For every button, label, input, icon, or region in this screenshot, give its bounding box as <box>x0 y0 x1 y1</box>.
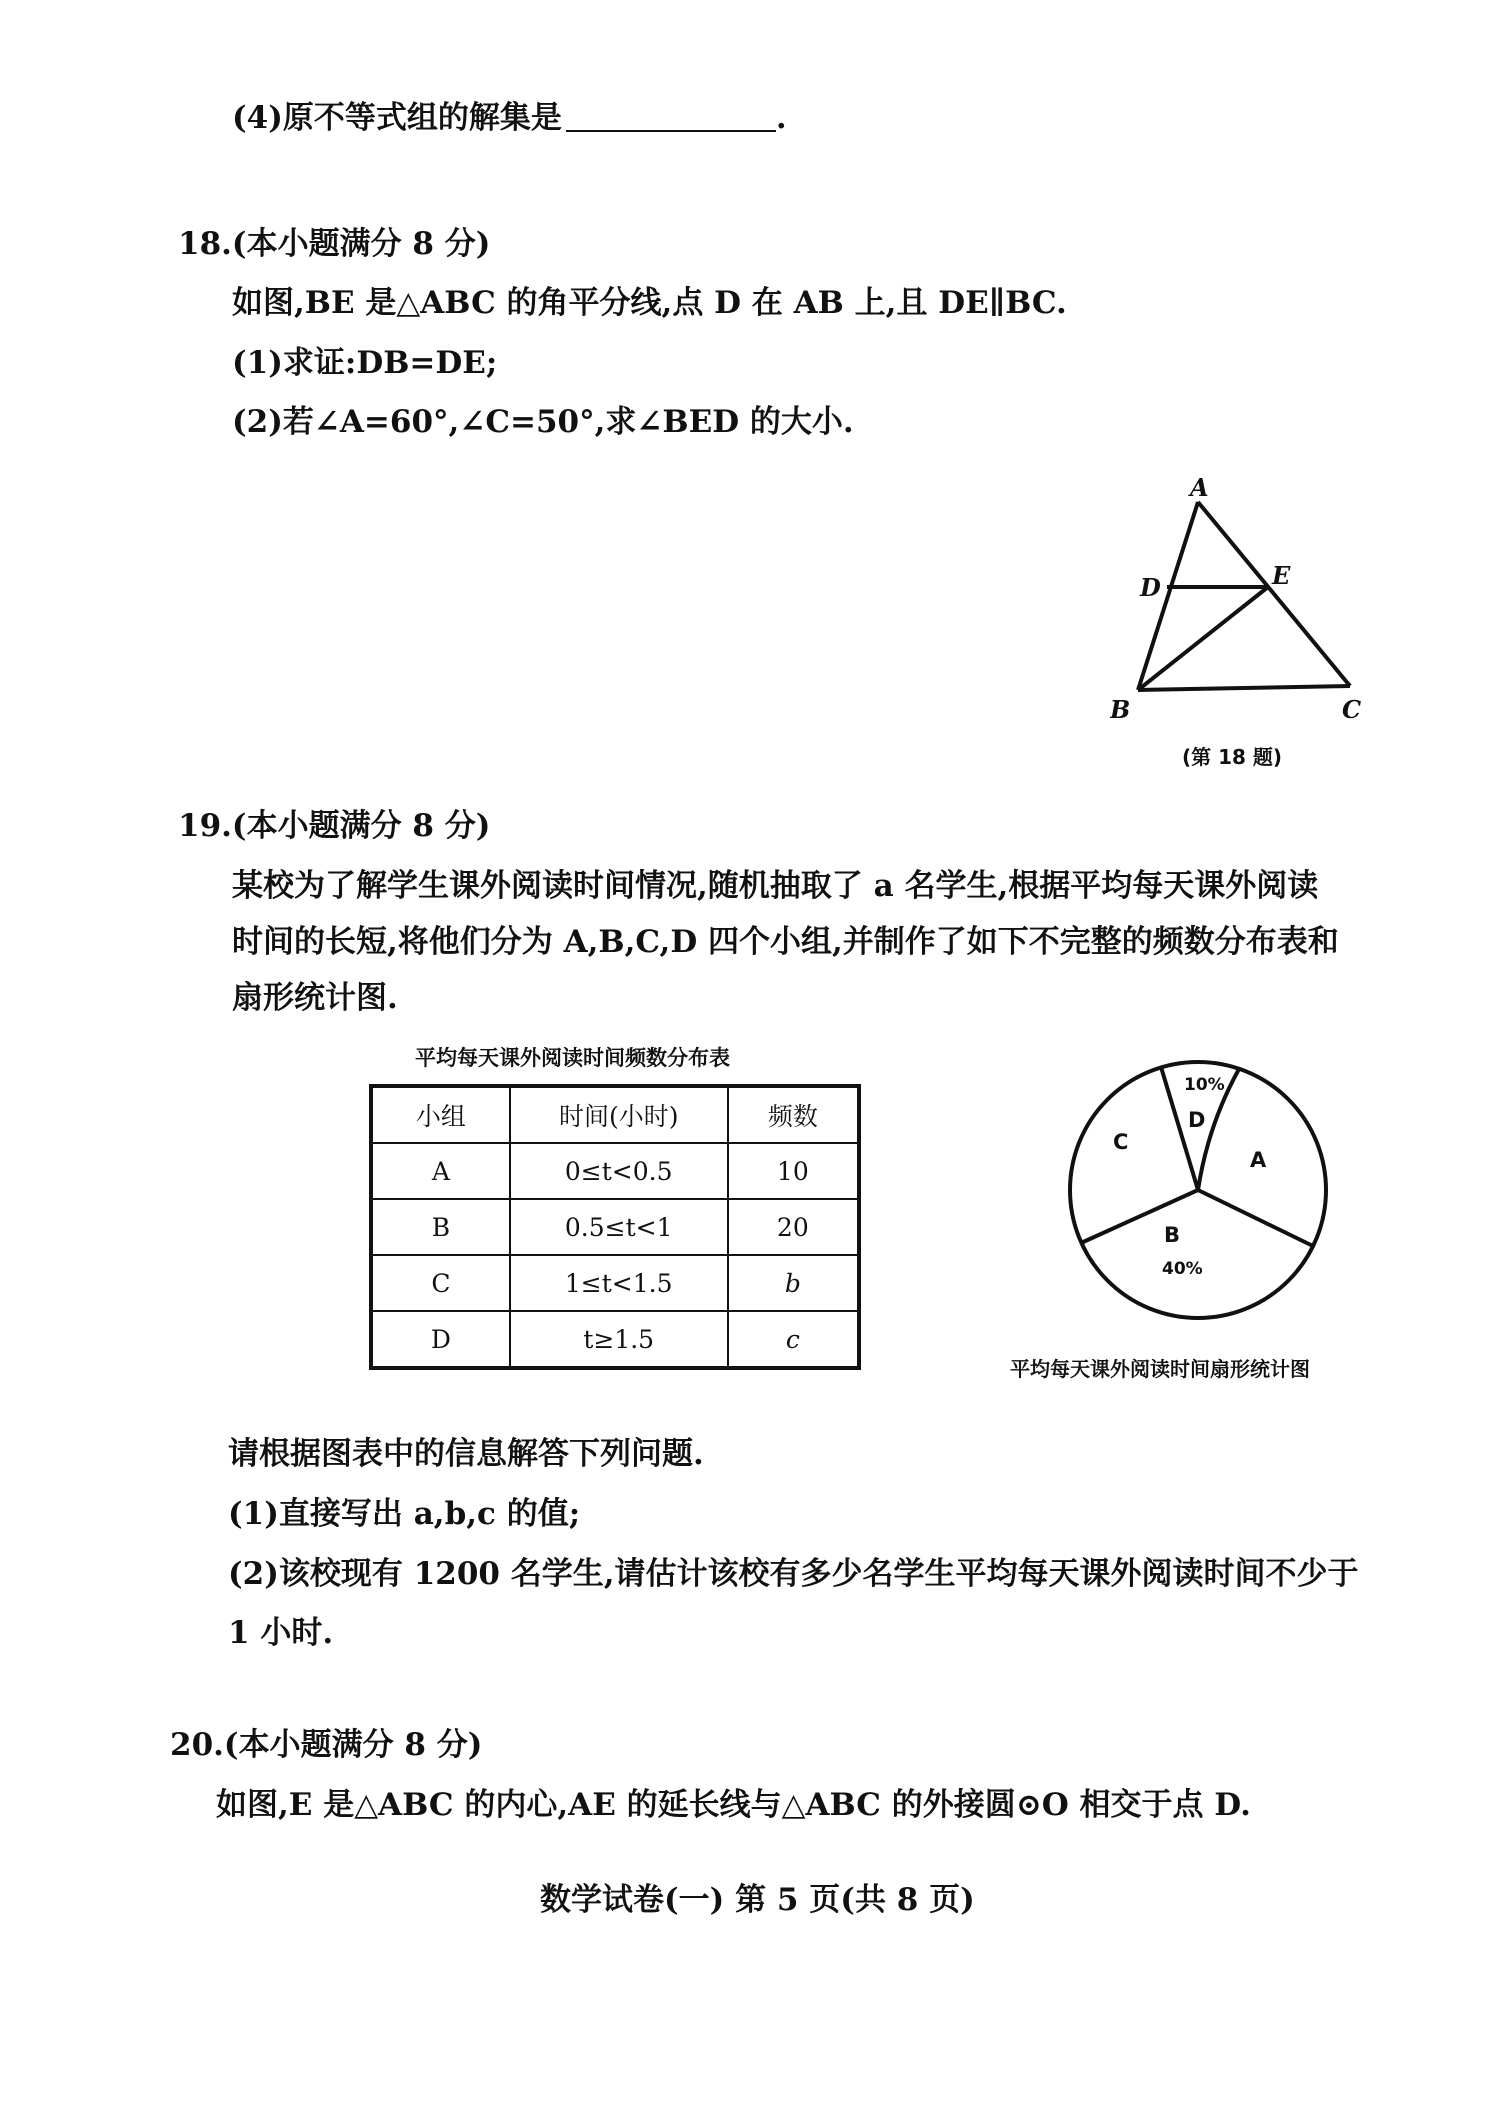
table-row <box>371 1255 859 1311</box>
label-c: C <box>1342 695 1362 724</box>
page-footer: 数学试卷(一) 第 5 页(共 8 页) <box>540 1882 975 1918</box>
q18-part1: (1)求证:DB=DE; <box>232 345 498 381</box>
pie-label-a: A <box>1250 1148 1267 1172</box>
cell-time: 1≤t<1.5 <box>510 1255 728 1311</box>
cell-group: D <box>371 1311 510 1368</box>
table-row <box>371 1143 859 1199</box>
header-frequency: 频数 <box>728 1086 859 1143</box>
q19-prompt: 请根据图表中的信息解答下列问题. <box>228 1436 704 1472</box>
q17-part4-label: (4)原不等式组的解集是 <box>232 100 562 136</box>
q19-header: 19.(本小题满分 8 分) <box>178 808 491 844</box>
answer-blank <box>566 100 776 132</box>
cell-time: t≥1.5 <box>510 1311 728 1368</box>
side-bc <box>1138 686 1350 690</box>
q19-stem-line2: 时间的长短,将他们分为 A,B,C,D 四个小组,并制作了如下不完整的频数分布表和 <box>232 924 1339 960</box>
pie-divider-ab <box>1198 1190 1313 1246</box>
cell-group: A <box>371 1143 510 1199</box>
q18-part2: (2)若∠A=60°,∠C=50°,求∠BED 的大小. <box>232 404 854 440</box>
pie-label-b: B <box>1164 1223 1181 1247</box>
side-ac <box>1198 502 1350 686</box>
header-time: 时间(小时) <box>510 1086 728 1143</box>
q18-triangle-figure <box>1110 470 1410 730</box>
label-a: A <box>1190 473 1209 502</box>
cell-time: 0.5≤t<1 <box>510 1199 728 1255</box>
q20-header: 20.(本小题满分 8 分) <box>170 1727 483 1763</box>
cell-frequency: 20 <box>728 1199 859 1255</box>
pie-b-percent: 40% <box>1162 1259 1203 1279</box>
q18-header: 18.(本小题满分 8 分) <box>178 226 491 262</box>
cell-frequency: b <box>728 1255 859 1311</box>
q19-stem-line3: 扇形统计图. <box>232 980 398 1016</box>
frequency-table <box>369 1084 861 1370</box>
cell-time: 0≤t<0.5 <box>510 1143 728 1199</box>
table-title: 平均每天课外阅读时间频数分布表 <box>415 1046 730 1070</box>
q20-stem: 如图,E 是△ABC 的内心,AE 的延长线与△ABC 的外接圆⊙O 相交于点 D. <box>216 1787 1251 1823</box>
pie-label-c: C <box>1113 1130 1129 1154</box>
segment-be <box>1138 587 1268 690</box>
label-e: E <box>1272 561 1291 590</box>
cell-group: C <box>371 1255 510 1311</box>
header-group: 小组 <box>371 1086 510 1143</box>
q19-part2-line2: 1 小时. <box>228 1615 334 1651</box>
q18-figure-caption: (第 18 题) <box>1182 745 1283 769</box>
pie-label-d: D <box>1188 1108 1206 1132</box>
pie-caption: 平均每天课外阅读时间扇形统计图 <box>1010 1357 1310 1381</box>
table-row <box>371 1199 859 1255</box>
label-b: B <box>1110 695 1131 724</box>
pie-chart <box>1058 1050 1338 1330</box>
label-d: D <box>1140 573 1161 602</box>
table-header-row <box>371 1086 859 1143</box>
cell-frequency: c <box>728 1311 859 1368</box>
pie-divider-bc <box>1081 1190 1198 1243</box>
q18-stem: 如图,BE 是△ABC 的角平分线,点 D 在 AB 上,且 DE∥BC. <box>232 285 1067 321</box>
q17-part4-line <box>232 98 787 138</box>
q19-part1: (1)直接写出 a,b,c 的值; <box>228 1496 581 1532</box>
table-row <box>371 1311 859 1368</box>
q19-stem-line1: 某校为了解学生课外阅读时间情况,随机抽取了 a 名学生,根据平均每天课外阅读 <box>232 868 1319 904</box>
cell-group: B <box>371 1199 510 1255</box>
pie-d-percent: 10% <box>1184 1075 1225 1095</box>
cell-frequency: 10 <box>728 1143 859 1199</box>
q17-part4-end: . <box>775 100 787 136</box>
q19-part2-line1: (2)该校现有 1200 名学生,请估计该校有多少名学生平均每天课外阅读时间不少于 <box>228 1556 1359 1592</box>
